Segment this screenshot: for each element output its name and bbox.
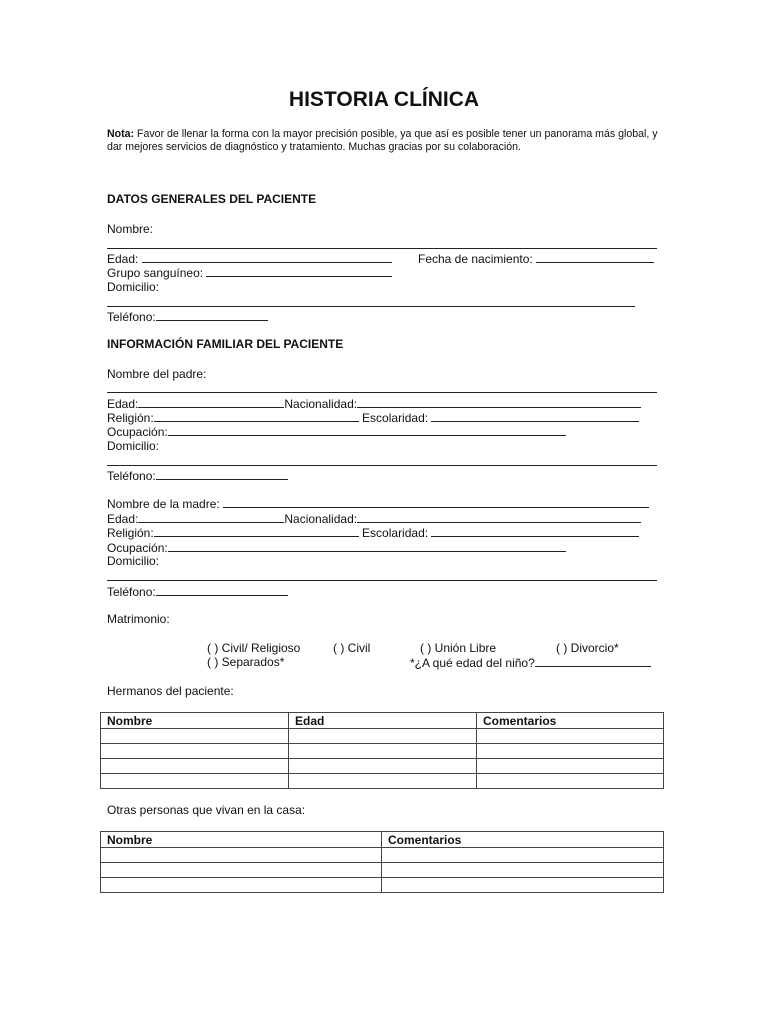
madre-ocupacion-label: Ocupación: xyxy=(107,541,168,555)
table-cell[interactable] xyxy=(477,774,664,789)
nino-edad-row xyxy=(410,655,651,670)
madre-edad-label: Edad: xyxy=(107,512,139,526)
matrimonio-option-divorcio[interactable]: ( ) Divorcio* xyxy=(556,641,619,655)
hermanos-table xyxy=(100,712,664,789)
edad-row xyxy=(107,251,392,266)
section-general-heading: DATOS GENERALES DEL PACIENTE xyxy=(107,192,317,206)
madre-religion-field[interactable] xyxy=(154,525,359,537)
table-cell[interactable] xyxy=(101,729,289,744)
table-cell[interactable] xyxy=(101,878,382,893)
page-title: HISTORIA CLÍNICA xyxy=(288,88,480,111)
table-row xyxy=(101,878,664,893)
table-cell[interactable] xyxy=(289,729,477,744)
col-edad: Edad xyxy=(289,713,477,729)
otras-table xyxy=(100,831,664,893)
table-row xyxy=(101,759,664,774)
padre-escolaridad-field[interactable] xyxy=(431,410,639,422)
table-header-row xyxy=(101,713,664,729)
madre-ocupacion-field[interactable] xyxy=(168,540,566,552)
col-comentarios: Comentarios xyxy=(382,832,664,848)
madre-escolaridad-field[interactable] xyxy=(431,525,639,537)
fecha-field[interactable] xyxy=(536,251,654,263)
madre-telefono-field[interactable] xyxy=(156,584,288,596)
table-cell[interactable] xyxy=(101,863,382,878)
padre-ocupacion-field[interactable] xyxy=(168,424,566,436)
padre-telefono-label: Teléfono: xyxy=(107,469,156,483)
padre-nacionalidad-field[interactable] xyxy=(357,396,641,408)
telefono-row xyxy=(107,309,268,324)
nombre-label: Nombre: xyxy=(107,222,154,236)
table-cell[interactable] xyxy=(477,729,664,744)
table-cell[interactable] xyxy=(101,774,289,789)
matrimonio-label: Matrimonio: xyxy=(107,612,170,626)
table-cell[interactable] xyxy=(289,774,477,789)
padre-escolaridad-label: Escolaridad: xyxy=(362,411,429,425)
table-cell[interactable] xyxy=(101,759,289,774)
telefono-field[interactable] xyxy=(156,309,268,321)
section-familia-heading: INFORMACIÓN FAMILIAR DEL PACIENTE xyxy=(107,337,344,351)
madre-domicilio-label: Domicilio: xyxy=(107,554,160,568)
madre-escolaridad-label: Escolaridad: xyxy=(362,526,429,540)
domicilio-field[interactable] xyxy=(107,306,635,307)
grupo-field[interactable] xyxy=(206,265,392,277)
telefono-label: Teléfono: xyxy=(107,310,156,324)
domicilio-label: Domicilio: xyxy=(107,280,160,294)
padre-ocupacion-label: Ocupación: xyxy=(107,425,168,439)
padre-domicilio-field[interactable] xyxy=(107,465,657,466)
fecha-row xyxy=(418,251,654,266)
padre-nacionalidad-label: Nacionalidad: xyxy=(284,397,358,411)
table-cell[interactable] xyxy=(289,744,477,759)
grupo-row xyxy=(107,265,392,280)
table-header-row xyxy=(101,832,664,848)
nino-edad-label: *¿A qué edad del niño? xyxy=(410,656,535,670)
table-cell[interactable] xyxy=(477,744,664,759)
madre-telefono-row xyxy=(107,584,288,599)
madre-label: Nombre de la madre: xyxy=(107,497,220,511)
padre-label: Nombre del padre: xyxy=(107,367,207,381)
table-cell[interactable] xyxy=(101,744,289,759)
table-cell[interactable] xyxy=(101,848,382,863)
table-cell[interactable] xyxy=(382,848,664,863)
madre-edad-row xyxy=(107,511,641,526)
grupo-label: Grupo sanguíneo: xyxy=(107,266,204,280)
col-nombre: Nombre xyxy=(101,713,289,729)
padre-telefono-row xyxy=(107,468,288,483)
padre-religion-label: Religión: xyxy=(107,411,154,425)
madre-religion-label: Religión: xyxy=(107,526,154,540)
madre-row xyxy=(107,496,649,511)
hermanos-label: Hermanos del paciente: xyxy=(107,684,234,698)
padre-edad-field[interactable] xyxy=(138,396,284,408)
table-row xyxy=(101,729,664,744)
note-label: Nota: xyxy=(107,128,135,140)
madre-nacionalidad-field[interactable] xyxy=(357,511,641,523)
table-cell[interactable] xyxy=(382,863,664,878)
matrimonio-option-civil-religioso[interactable]: ( ) Civil/ Religioso xyxy=(207,641,301,655)
padre-domicilio-label: Domicilio: xyxy=(107,439,160,453)
matrimonio-option-separados[interactable]: ( ) Separados* xyxy=(207,655,285,669)
table-cell[interactable] xyxy=(382,878,664,893)
padre-field[interactable] xyxy=(107,392,657,393)
padre-religion-field[interactable] xyxy=(154,410,359,422)
col-comentarios: Comentarios xyxy=(477,713,664,729)
note-text: Favor de llenar la forma con la mayor precisión posible, ya que así es posible tener un panorama más global, y dar mejores servicios de diagnóstico y tratamiento. Muchas gracias por su colaboración. xyxy=(107,128,658,153)
madre-field[interactable] xyxy=(223,496,649,508)
madre-domicilio-field[interactable] xyxy=(107,580,657,581)
edad-label: Edad: xyxy=(107,252,139,266)
col-nombre: Nombre xyxy=(101,832,382,848)
nombre-field[interactable] xyxy=(107,248,657,249)
madre-edad-field[interactable] xyxy=(138,511,284,523)
table-row xyxy=(101,774,664,789)
note-paragraph xyxy=(107,128,667,154)
edad-field[interactable] xyxy=(142,251,392,263)
padre-telefono-field[interactable] xyxy=(156,468,288,480)
padre-edad-row xyxy=(107,396,641,411)
matrimonio-option-union-libre[interactable]: ( ) Unión Libre xyxy=(420,641,497,655)
table-cell[interactable] xyxy=(477,759,664,774)
table-row xyxy=(101,848,664,863)
matrimonio-option-civil[interactable]: ( ) Civil xyxy=(333,641,371,655)
madre-religion-row xyxy=(107,525,639,540)
padre-religion-row xyxy=(107,410,639,425)
madre-nacionalidad-label: Nacionalidad: xyxy=(284,512,358,526)
padre-ocupacion-row xyxy=(107,424,566,439)
padre-edad-label: Edad: xyxy=(107,397,139,411)
fecha-label: Fecha de nacimiento: xyxy=(418,252,533,266)
table-row xyxy=(101,744,664,759)
nino-edad-field[interactable] xyxy=(535,655,651,667)
table-cell[interactable] xyxy=(289,759,477,774)
madre-ocupacion-row xyxy=(107,540,566,555)
table-row xyxy=(101,863,664,878)
madre-telefono-label: Teléfono: xyxy=(107,585,156,599)
otras-label: Otras personas que vivan en la casa: xyxy=(107,803,306,817)
